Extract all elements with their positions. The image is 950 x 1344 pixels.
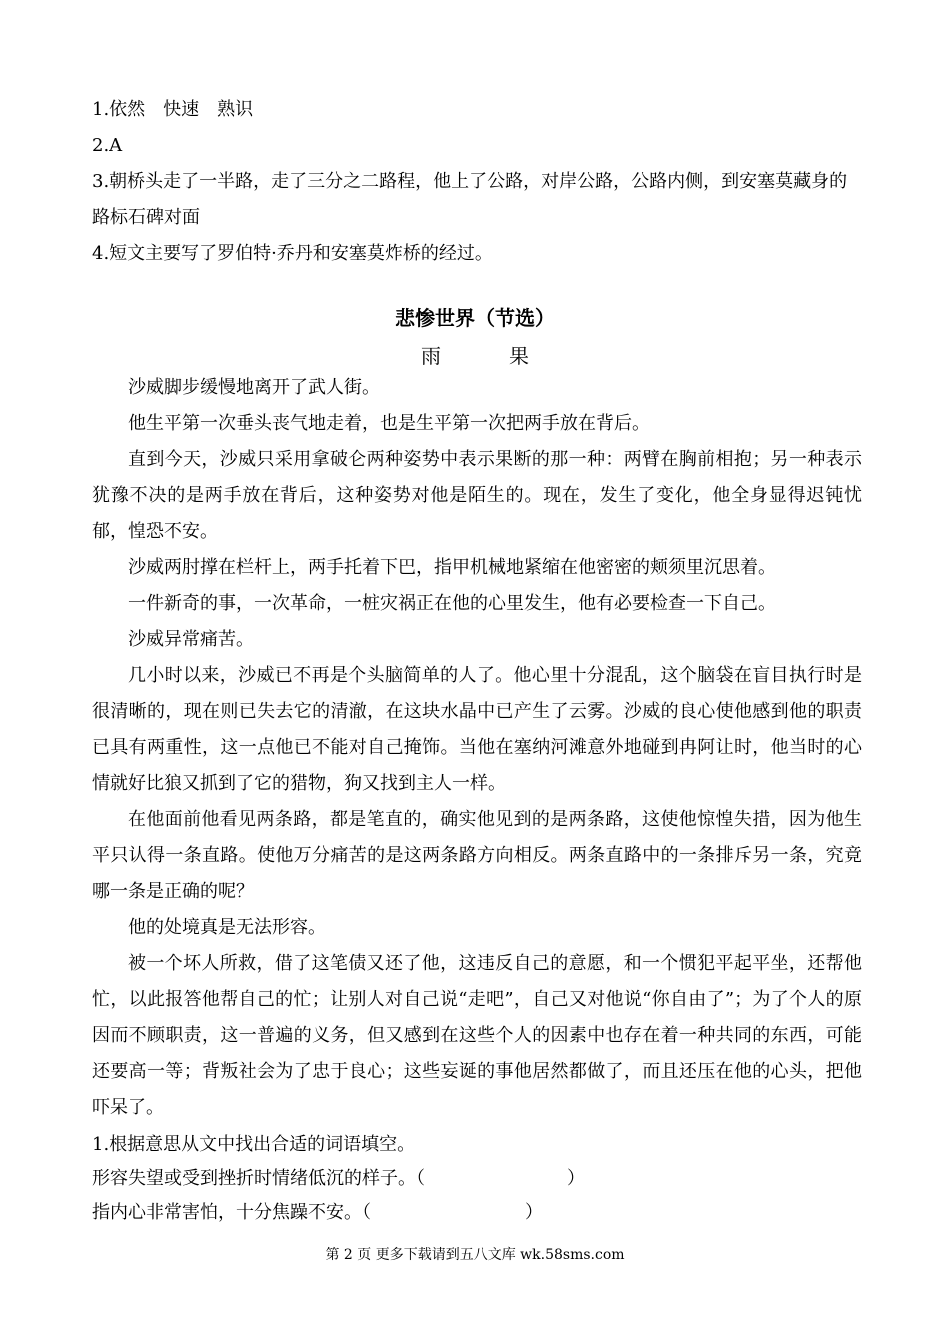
page-footer: 第 2 页 更多下载请到五八文库 wk.58sms.com [325, 1247, 625, 1263]
question-section [92, 1128, 862, 1230]
passage-paragraph: 在他面前他看见两条路，都是笔直的，确实他见到的是两条路，这使他惊惶失措，因为他生平只认得一条直路。使他万分痛苦的是这两条路方向相反。两条直路中的一条排斥另一条，究竟哪一条是正确的呢？ [92, 809, 862, 902]
passage-paragraph: 直到今天，沙威只采用拿破仑两种姿势中表示果断的那一种：两臂在胸前相抱；另一种表示犹豫不决的是两手放在背后，这种姿势对他是陌生的。现在，发生了变化，他全身显得迟钝忧郁，惶恐不安。 [92, 449, 862, 542]
passage-paragraph: 他生平第一次垂头丧气地走着，也是生平第一次把两手放在背后。 [128, 413, 650, 434]
passage-author: 雨 果 [421, 344, 553, 368]
passage-title: 悲惨世界（节选） [395, 306, 555, 330]
answer-item: 2.A [92, 135, 123, 156]
question-text: 形容失望或受到挫折时情绪低沉的样子。（ [92, 1168, 425, 1189]
answer-list [92, 92, 862, 272]
question-text: 指内心非常害怕，十分焦躁不安。（ [92, 1202, 371, 1223]
passage-paragraph: 他的处境真是无法形容。 [128, 917, 326, 938]
passage-paragraph: 被一个坏人所救，借了这笔债又还了他，这违反自己的意愿，和一个惯犯平起平坐，还帮他忙，以此报答他帮自己的忙；让别人对自己说“走吧”，自己又对他说“你自由了”；为了个人的原因而不顾职责，这一普遍的义务，但又感到在这些个人的因素中也存在着一种共同的东西，可能还要高一等；背叛社会为了忠于良心；这些妄诞的事他居然都做了，而且还压在他的心头，把他吓呆了。 [92, 953, 862, 1118]
answer-item: 3.朝桥头走了一半路，走了三分之二路程，他上了公路，对岸公路，公路内侧，到安塞莫藏身的路标石碑对面 [92, 171, 848, 228]
close-paren: ） [567, 1168, 585, 1189]
question-prompt: 1.根据意思从文中找出合适的词语填空。 [92, 1134, 416, 1155]
question-line [92, 1196, 862, 1230]
passage-paragraph: 沙威异常痛苦。 [128, 629, 254, 650]
answer-item: 4.短文主要写了罗伯特·乔丹和安塞莫炸桥的经过。 [92, 243, 493, 264]
answer-item: 1.依然 快速 熟识 [92, 99, 254, 120]
close-paren: ） [525, 1202, 543, 1223]
passage-paragraph: 沙威两肘撑在栏杆上，两手托着下巴，指甲机械地紧缩在他密密的颊须里沉思着。 [128, 557, 776, 578]
passage-paragraph: 一件新奇的事，一次革命，一桩灾祸正在他的心里发生，他有必要检查一下自己。 [128, 593, 776, 614]
passage-body [92, 370, 862, 1126]
passage-paragraph: 沙威脚步缓慢地离开了武人街。 [128, 377, 380, 398]
passage-paragraph: 几小时以来，沙威已不再是个头脑简单的人了。他心里十分混乱，这个脑袋在盲目执行时是很清晰的，现在则已失去它的清澈，在这块水晶中已产生了云雾。沙威的良心使他感到他的职责已具有两重性，这一点他已不能对自己掩饰。当他在塞纳河滩意外地碰到冉阿让时，他当时的心情就好比狼又抓到了它的猎物，狗又找到主人一样。 [92, 665, 862, 794]
question-line [92, 1162, 862, 1196]
